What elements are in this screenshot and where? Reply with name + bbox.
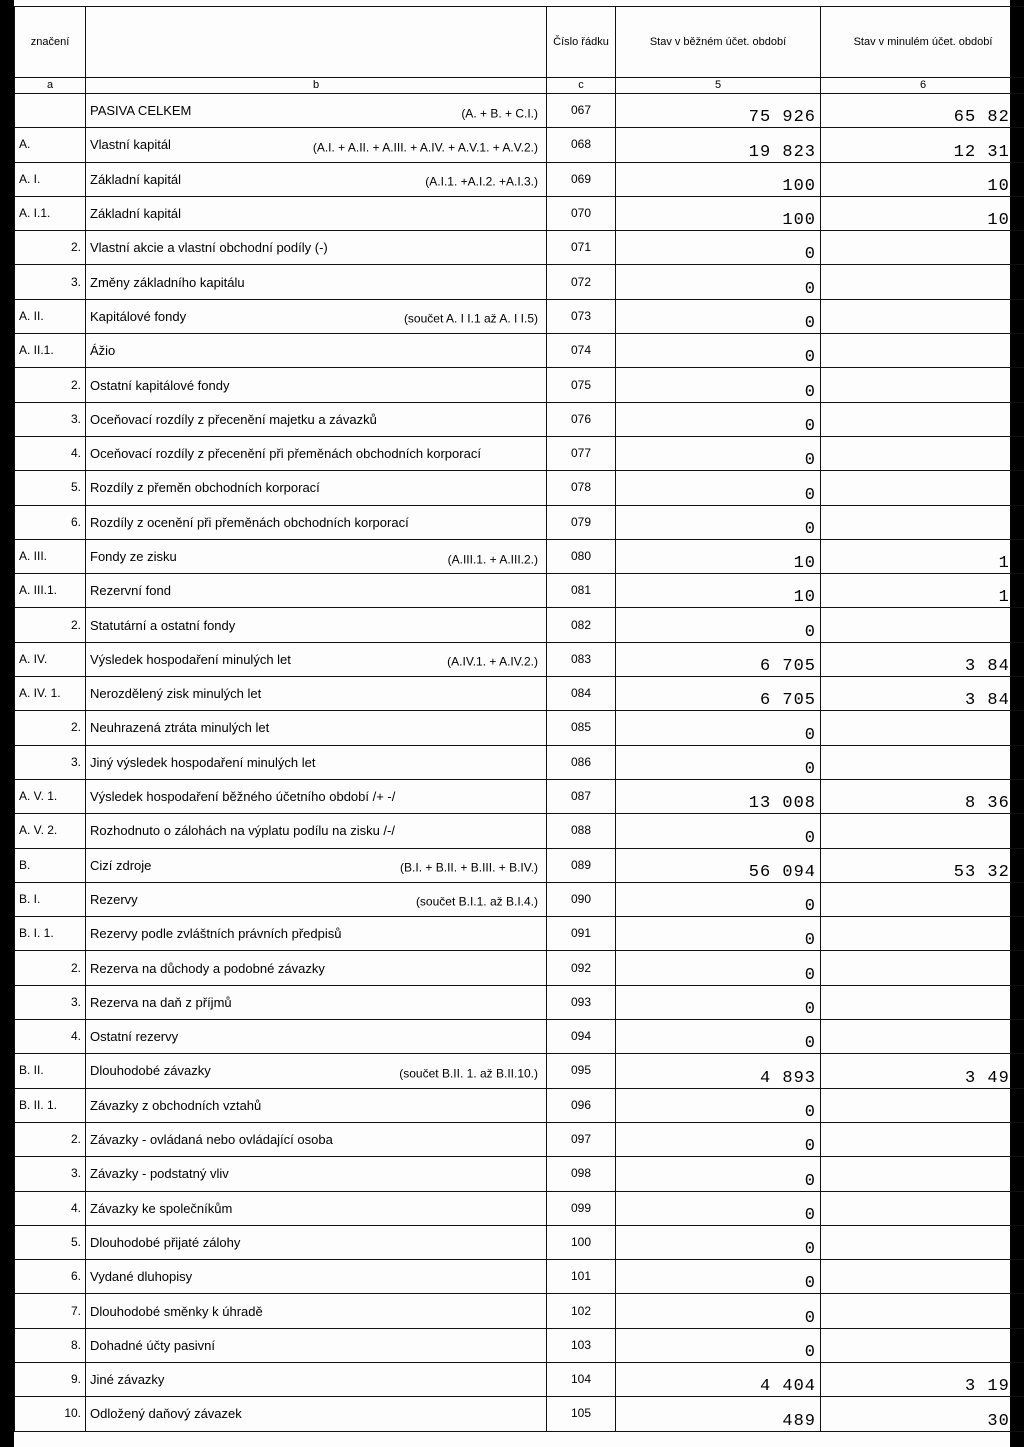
table-row — [15, 608, 1024, 642]
table-row — [15, 505, 1024, 539]
row-description — [86, 505, 547, 539]
row-formula: (součet A. I I.1 až A. I I.5) — [403, 311, 538, 326]
row-designation: A. IV. — [15, 642, 86, 676]
row-formula: (A.I.1. +A.I.2. +A.I.3.) — [425, 174, 538, 189]
previous-period-value: 0 — [821, 471, 1024, 505]
table-row — [15, 196, 1024, 230]
header-designation: značení — [15, 7, 86, 78]
row-number: 080 — [547, 539, 616, 573]
row-description — [86, 1362, 547, 1396]
row-designation: 10. — [15, 1397, 86, 1431]
row-number: 102 — [547, 1294, 616, 1328]
current-period-value: 0 — [616, 1088, 821, 1122]
subheader-c: c — [547, 78, 616, 94]
current-period-value: 0 — [616, 505, 821, 539]
previous-period-value: 8 361 — [821, 779, 1024, 813]
row-description — [86, 128, 547, 162]
table-row — [15, 471, 1024, 505]
previous-period-value: 0 — [821, 814, 1024, 848]
row-formula: (B.I. + B.II. + B.III. + B.IV.) — [400, 860, 538, 875]
table-row — [15, 368, 1024, 402]
row-number: 095 — [547, 1054, 616, 1088]
row-label: Ostatní rezervy — [90, 1029, 179, 1045]
row-number: 069 — [547, 162, 616, 196]
previous-period-value: 65 828 — [821, 94, 1024, 128]
row-number: 076 — [547, 402, 616, 436]
previous-period-value: 10 — [821, 574, 1024, 608]
row-number: 099 — [547, 1191, 616, 1225]
row-description — [86, 985, 547, 1019]
previous-period-value: 0 — [821, 1088, 1024, 1122]
row-number: 082 — [547, 608, 616, 642]
current-period-value: 4 404 — [616, 1362, 821, 1396]
row-number: 092 — [547, 951, 616, 985]
previous-period-value: 0 — [821, 608, 1024, 642]
current-period-value: 0 — [616, 1191, 821, 1225]
row-label: Základní kapitál — [90, 206, 182, 222]
row-designation: A. II.1. — [15, 334, 86, 368]
row-number: 088 — [547, 814, 616, 848]
previous-period-value: 0 — [821, 1122, 1024, 1156]
current-period-value: 0 — [616, 1020, 821, 1054]
table-row — [15, 882, 1024, 916]
row-label: Základní kapitál — [90, 171, 182, 187]
row-label: Ážio — [90, 343, 116, 359]
table-header-row — [15, 7, 1024, 78]
current-period-value: 0 — [616, 917, 821, 951]
table-subheader-row — [15, 78, 1024, 94]
row-number: 101 — [547, 1260, 616, 1294]
row-number: 083 — [547, 642, 616, 676]
row-designation: 4. — [15, 1020, 86, 1054]
row-description — [86, 745, 547, 779]
row-designation: 2. — [15, 231, 86, 265]
row-description — [86, 265, 547, 299]
row-number: 074 — [547, 334, 616, 368]
row-label: Závazky ke společníkům — [90, 1200, 233, 1216]
row-label: Jiný výsledek hospodaření minulých let — [90, 754, 316, 770]
row-label: Odložený daňový závazek — [90, 1406, 242, 1422]
row-label: Změny základního kapitálu — [90, 274, 245, 290]
current-period-value: 100 — [616, 162, 821, 196]
row-designation: A. IV. 1. — [15, 677, 86, 711]
row-description — [86, 196, 547, 230]
row-label: Oceňovací rozdíly z přecenění při přeměnách obchodních korporací — [90, 446, 481, 462]
row-label: Rozdíly z přeměn obchodních korporací — [90, 480, 320, 496]
previous-period-value: 3 844 — [821, 642, 1024, 676]
table-row — [15, 94, 1024, 128]
row-designation: B. II. 1. — [15, 1088, 86, 1122]
row-designation: 3. — [15, 1157, 86, 1191]
table-row — [15, 642, 1024, 676]
row-formula: (A.IV.1. + A.IV.2.) — [447, 654, 538, 669]
row-label: Neuhrazená ztráta minulých let — [90, 720, 270, 736]
row-number: 077 — [547, 436, 616, 470]
row-label: Rezervy podle zvláštních právních předpisů — [90, 926, 342, 942]
row-description — [86, 917, 547, 951]
row-number: 091 — [547, 917, 616, 951]
previous-period-value: 100 — [821, 196, 1024, 230]
previous-period-value: 0 — [821, 917, 1024, 951]
row-label: Rezervní fond — [90, 583, 171, 599]
table-row — [15, 1020, 1024, 1054]
row-description — [86, 402, 547, 436]
row-description — [86, 1191, 547, 1225]
row-number: 084 — [547, 677, 616, 711]
row-formula: (A. + B. + C.I.) — [461, 106, 538, 121]
row-designation: 2. — [15, 711, 86, 745]
row-description — [86, 1260, 547, 1294]
row-description — [86, 642, 547, 676]
header-current-period: Stav v běžném účet. období — [616, 7, 821, 78]
row-description — [86, 608, 547, 642]
row-description — [86, 94, 547, 128]
previous-period-value: 0 — [821, 334, 1024, 368]
row-description — [86, 711, 547, 745]
table-row — [15, 539, 1024, 573]
row-label: Dohadné účty pasivní — [90, 1337, 216, 1353]
row-label: Rezerva na důchody a podobné závazky — [90, 960, 325, 976]
previous-period-value: 0 — [821, 711, 1024, 745]
row-label: Nerozdělený zisk minulých let — [90, 686, 262, 702]
current-period-value: 0 — [616, 608, 821, 642]
table-body — [15, 94, 1024, 1432]
row-description — [86, 299, 547, 333]
current-period-value: 0 — [616, 436, 821, 470]
row-designation: 2. — [15, 951, 86, 985]
row-number: 085 — [547, 711, 616, 745]
row-label: Výsledek hospodaření běžného účetního období /+ -/ — [90, 789, 396, 805]
row-description — [86, 471, 547, 505]
current-period-value: 0 — [616, 1260, 821, 1294]
row-number: 073 — [547, 299, 616, 333]
current-period-value: 6 705 — [616, 642, 821, 676]
current-period-value: 0 — [616, 711, 821, 745]
row-label: Kapitálové fondy — [90, 308, 187, 324]
previous-period-value: 301 — [821, 1397, 1024, 1431]
row-designation: 3. — [15, 265, 86, 299]
row-description — [86, 677, 547, 711]
current-period-value: 0 — [616, 1157, 821, 1191]
row-number: 068 — [547, 128, 616, 162]
row-number: 081 — [547, 574, 616, 608]
row-designation: 4. — [15, 436, 86, 470]
previous-period-value: 0 — [821, 1328, 1024, 1362]
row-designation: A. III.1. — [15, 574, 86, 608]
row-description — [86, 368, 547, 402]
current-period-value: 0 — [616, 745, 821, 779]
table-row — [15, 231, 1024, 265]
row-designation: 4. — [15, 1191, 86, 1225]
row-number: 087 — [547, 779, 616, 813]
row-label: Vlastní kapitál — [90, 137, 171, 153]
row-number: 067 — [547, 94, 616, 128]
row-label: Výsledek hospodaření minulých let — [90, 651, 291, 667]
row-number: 075 — [547, 368, 616, 402]
row-label: Rozdíly z ocenění při přeměnách obchodních korporací — [90, 514, 409, 530]
row-description — [86, 848, 547, 882]
current-period-value: 13 008 — [616, 779, 821, 813]
subheader-a: a — [15, 78, 86, 94]
row-label: Vydané dluhopisy — [90, 1269, 193, 1285]
balance-sheet-liabilities-table — [14, 6, 1024, 1432]
row-number: 098 — [547, 1157, 616, 1191]
row-description — [86, 814, 547, 848]
previous-period-value: 0 — [821, 1294, 1024, 1328]
row-designation: B. I. 1. — [15, 917, 86, 951]
current-period-value: 56 094 — [616, 848, 821, 882]
table-row — [15, 779, 1024, 813]
header-previous-period: Stav v minulém účet. období — [821, 7, 1024, 78]
subheader-5: 5 — [616, 78, 821, 94]
table-row — [15, 265, 1024, 299]
table-row — [15, 677, 1024, 711]
row-number: 100 — [547, 1225, 616, 1259]
previous-period-value: 0 — [821, 402, 1024, 436]
current-period-value: 75 926 — [616, 94, 821, 128]
row-label: Statutární a ostatní fondy — [90, 617, 236, 633]
table-row — [15, 1088, 1024, 1122]
current-period-value: 100 — [616, 196, 821, 230]
row-description — [86, 574, 547, 608]
previous-period-value: 10 — [821, 539, 1024, 573]
current-period-value: 0 — [616, 265, 821, 299]
table-row — [15, 1260, 1024, 1294]
table-row — [15, 1225, 1024, 1259]
row-designation: B. — [15, 848, 86, 882]
row-description — [86, 1054, 547, 1088]
previous-period-value: 0 — [821, 882, 1024, 916]
previous-period-value: 0 — [821, 436, 1024, 470]
current-period-value: 0 — [616, 368, 821, 402]
subheader-b: b — [86, 78, 547, 94]
previous-period-value: 0 — [821, 1225, 1024, 1259]
row-designation: 3. — [15, 985, 86, 1019]
current-period-value: 0 — [616, 1328, 821, 1362]
row-label: PASIVA CELKEM — [90, 103, 192, 119]
row-designation: A. II. — [15, 299, 86, 333]
row-designation: B. II. — [15, 1054, 86, 1088]
previous-period-value: 0 — [821, 505, 1024, 539]
row-label: Vlastní akcie a vlastní obchodní podíly (-) — [90, 240, 328, 256]
table-row — [15, 1328, 1024, 1362]
row-number: 071 — [547, 231, 616, 265]
row-description — [86, 1294, 547, 1328]
table-row — [15, 436, 1024, 470]
table-row — [15, 745, 1024, 779]
row-description — [86, 1328, 547, 1362]
previous-period-value: 0 — [821, 1191, 1024, 1225]
row-description — [86, 1020, 547, 1054]
table-row — [15, 1294, 1024, 1328]
row-label: Závazky - podstatný vliv — [90, 1166, 229, 1182]
row-designation: A. V. 1. — [15, 779, 86, 813]
table-row — [15, 917, 1024, 951]
table-row — [15, 128, 1024, 162]
row-label: Závazky z obchodních vztahů — [90, 1097, 262, 1113]
current-period-value: 0 — [616, 299, 821, 333]
row-number: 105 — [547, 1397, 616, 1431]
row-number: 096 — [547, 1088, 616, 1122]
row-label: Dlouhodobé směnky k úhradě — [90, 1303, 263, 1319]
previous-period-value: 0 — [821, 951, 1024, 985]
header-row-number: Číslo řádku — [547, 7, 616, 78]
previous-period-value: 53 320 — [821, 848, 1024, 882]
row-number: 097 — [547, 1122, 616, 1156]
row-formula: (součet B.I.1. až B.I.4.) — [415, 894, 538, 909]
table-row — [15, 1157, 1024, 1191]
row-description — [86, 539, 547, 573]
row-description — [86, 436, 547, 470]
row-number: 086 — [547, 745, 616, 779]
table-row — [15, 711, 1024, 745]
row-label: Fondy ze zisku — [90, 549, 177, 564]
row-designation: 2. — [15, 1122, 86, 1156]
header-description — [86, 7, 547, 78]
row-number: 072 — [547, 265, 616, 299]
row-designation: 6. — [15, 1260, 86, 1294]
previous-period-value: 3 194 — [821, 1362, 1024, 1396]
row-description — [86, 231, 547, 265]
table-row — [15, 951, 1024, 985]
row-designation: 2. — [15, 608, 86, 642]
row-number: 070 — [547, 196, 616, 230]
current-period-value: 0 — [616, 402, 821, 436]
row-number: 093 — [547, 985, 616, 1019]
current-period-value: 0 — [616, 471, 821, 505]
previous-period-value: 0 — [821, 265, 1024, 299]
row-formula: (A.III.1. + A.III.2.) — [447, 552, 538, 566]
current-period-value: 0 — [616, 231, 821, 265]
row-number: 094 — [547, 1020, 616, 1054]
current-period-value: 0 — [616, 334, 821, 368]
current-period-value: 10 — [616, 574, 821, 608]
row-designation: 3. — [15, 402, 86, 436]
table-row — [15, 574, 1024, 608]
table-row — [15, 334, 1024, 368]
row-number: 079 — [547, 505, 616, 539]
current-period-value: 6 705 — [616, 677, 821, 711]
row-number: 090 — [547, 882, 616, 916]
previous-period-value: 3 844 — [821, 677, 1024, 711]
subheader-6: 6 — [821, 78, 1024, 94]
row-formula: (A.I. + A.II. + A.III. + A.IV. + A.V.1. + A.V.2.) — [312, 140, 538, 155]
row-description — [86, 1088, 547, 1122]
current-period-value: 489 — [616, 1397, 821, 1431]
previous-period-value: 100 — [821, 162, 1024, 196]
table-row — [15, 1054, 1024, 1088]
previous-period-value: 0 — [821, 1020, 1024, 1054]
table-row — [15, 848, 1024, 882]
row-description — [86, 882, 547, 916]
table-row — [15, 814, 1024, 848]
row-label: Oceňovací rozdíly z přecenění majetku a závazků — [90, 411, 377, 427]
row-designation: A. — [15, 128, 86, 162]
table-row — [15, 1362, 1024, 1396]
row-designation: A. I. — [15, 162, 86, 196]
row-description — [86, 1397, 547, 1431]
current-period-value: 0 — [616, 1294, 821, 1328]
current-period-value: 10 — [616, 539, 821, 573]
current-period-value: 0 — [616, 882, 821, 916]
row-label: Ostatní kapitálové fondy — [90, 377, 230, 393]
table-row — [15, 1191, 1024, 1225]
previous-period-value: 0 — [821, 985, 1024, 1019]
row-designation — [15, 94, 86, 128]
current-period-value: 0 — [616, 985, 821, 1019]
row-designation: B. I. — [15, 882, 86, 916]
row-description — [86, 951, 547, 985]
table-row — [15, 985, 1024, 1019]
row-description — [86, 779, 547, 813]
row-formula: (součet B.II. 1. až B.II.10.) — [399, 1066, 538, 1081]
row-label: Rozhodnuto o zálohách na výplatu podílu na zisku /-/ — [90, 823, 395, 839]
table-row — [15, 299, 1024, 333]
previous-period-value: 0 — [821, 1260, 1024, 1294]
row-label: Závazky - ovládaná nebo ovládající osoba — [90, 1132, 333, 1148]
row-designation: 3. — [15, 745, 86, 779]
row-designation: 6. — [15, 505, 86, 539]
previous-period-value: 0 — [821, 299, 1024, 333]
row-number: 104 — [547, 1362, 616, 1396]
row-designation: A. V. 2. — [15, 814, 86, 848]
table-row — [15, 402, 1024, 436]
current-period-value: 4 893 — [616, 1054, 821, 1088]
row-description — [86, 1122, 547, 1156]
row-label: Rezerva na daň z příjmů — [90, 994, 232, 1010]
row-label: Rezervy — [90, 891, 138, 907]
table-row — [15, 1397, 1024, 1431]
row-description — [86, 1225, 547, 1259]
current-period-value: 0 — [616, 1225, 821, 1259]
previous-period-value: 12 315 — [821, 128, 1024, 162]
row-number: 078 — [547, 471, 616, 505]
previous-period-value: 0 — [821, 745, 1024, 779]
row-description — [86, 1157, 547, 1191]
row-designation: 8. — [15, 1328, 86, 1362]
row-designation: A. III. — [15, 539, 86, 573]
current-period-value: 0 — [616, 1122, 821, 1156]
table-row — [15, 1122, 1024, 1156]
row-designation: 7. — [15, 1294, 86, 1328]
row-label: Jiné závazky — [90, 1372, 165, 1388]
row-description — [86, 162, 547, 196]
previous-period-value: 3 495 — [821, 1054, 1024, 1088]
current-period-value: 0 — [616, 951, 821, 985]
row-designation: 2. — [15, 368, 86, 402]
row-number: 103 — [547, 1328, 616, 1362]
row-description — [86, 334, 547, 368]
previous-period-value: 0 — [821, 1157, 1024, 1191]
row-designation: 9. — [15, 1362, 86, 1396]
row-label: Cizí zdroje — [90, 857, 152, 873]
row-label: Dlouhodobé závazky — [90, 1063, 211, 1079]
previous-period-value: 0 — [821, 231, 1024, 265]
row-designation: 5. — [15, 471, 86, 505]
table-row — [15, 162, 1024, 196]
current-period-value: 19 823 — [616, 128, 821, 162]
previous-period-value: 0 — [821, 368, 1024, 402]
row-number: 089 — [547, 848, 616, 882]
current-period-value: 0 — [616, 814, 821, 848]
row-label: Dlouhodobé přijaté zálohy — [90, 1234, 241, 1250]
row-designation: A. I.1. — [15, 196, 86, 230]
row-designation: 5. — [15, 1225, 86, 1259]
